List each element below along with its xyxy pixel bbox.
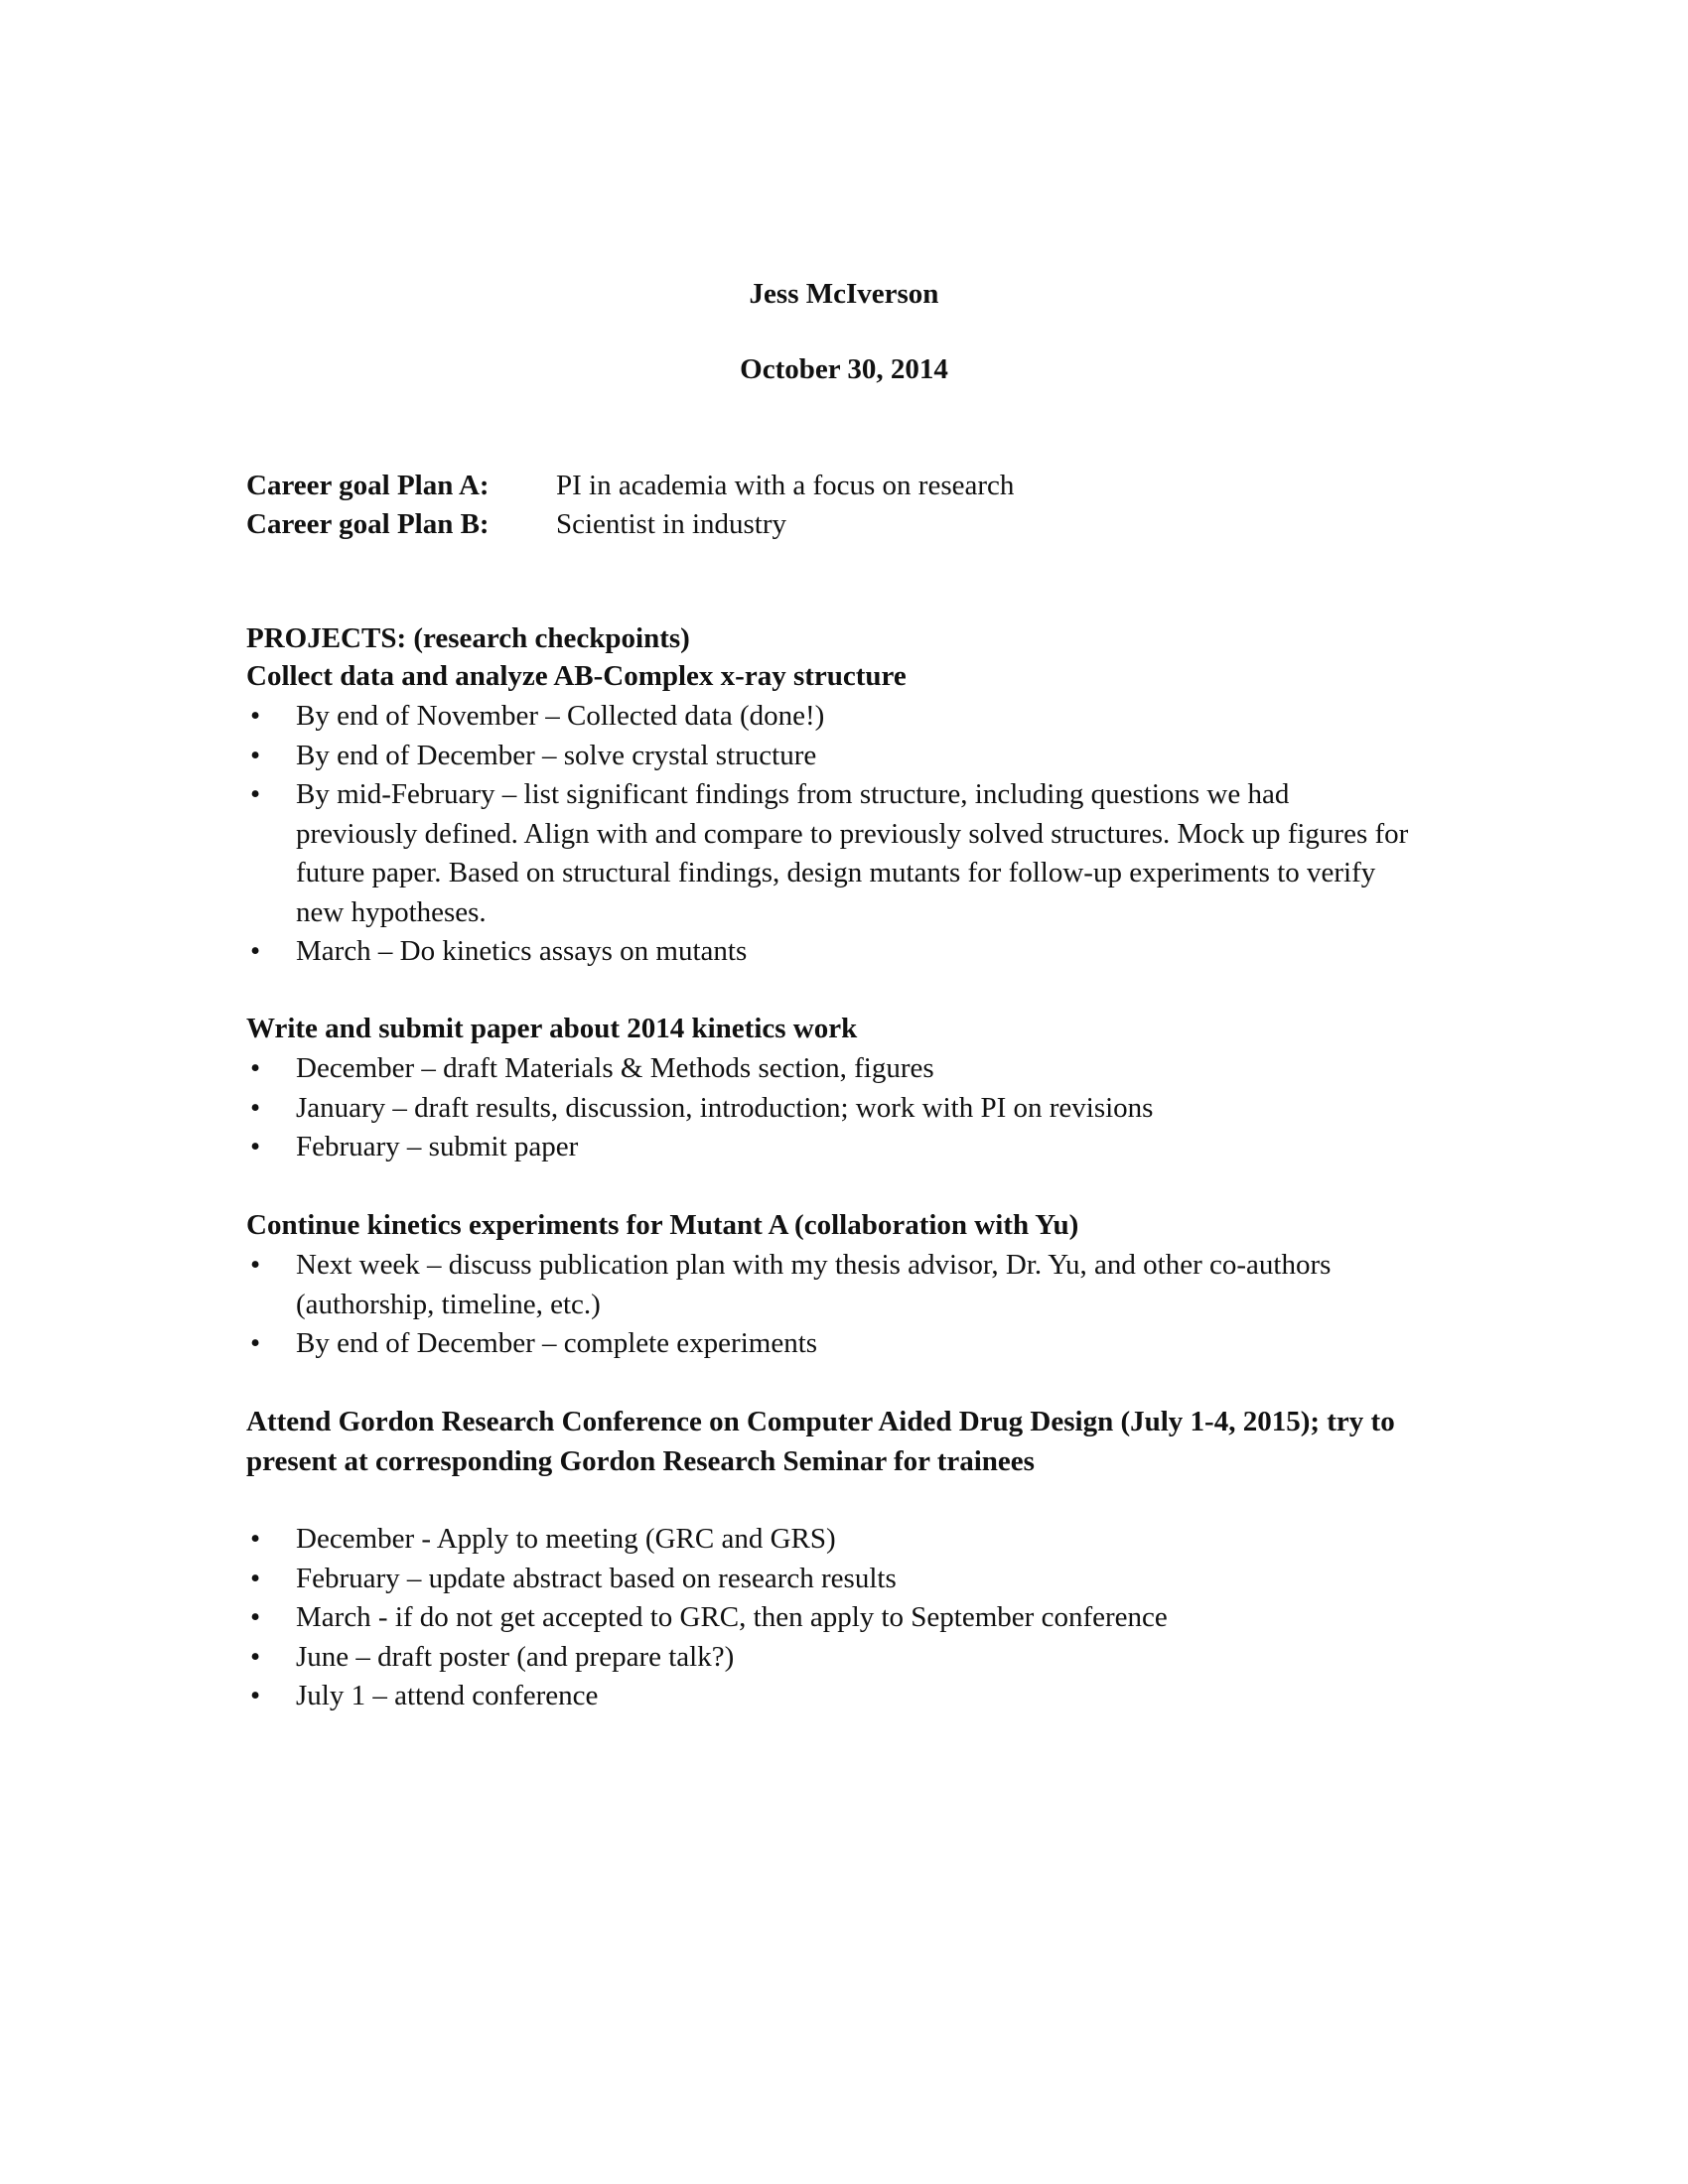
list-item: • By end of December – solve crystal structure <box>246 737 1418 776</box>
section-heading: Attend Gordon Research Conference on Computer Aided Drug Design (July 1-4, 2015); try to present at corresponding Gordon Research Seminar for trainees <box>246 1406 1395 1477</box>
list-item: • December – draft Materials & Methods section, figures <box>246 1049 1418 1089</box>
bullet-icon: • <box>250 935 261 967</box>
bullet-icon: • <box>250 778 261 810</box>
career-goal-b-label: Career goal Plan B: <box>246 508 490 540</box>
section-list <box>246 1049 1438 1167</box>
section-heading: Write and submit paper about 2014 kinetics work <box>246 1013 858 1044</box>
list-item: • March – Do kinetics assays on mutants <box>246 932 1418 972</box>
section-list <box>246 697 1438 972</box>
bullet-icon: • <box>250 1131 261 1162</box>
section-list <box>246 1520 1438 1716</box>
list-item: • By end of December – complete experiments <box>246 1324 1418 1364</box>
section-list <box>246 1246 1438 1364</box>
list-item: • Next week – discuss publication plan with my thesis advisor, Dr. Yu, and other co-authors (authorship, timeline, etc.) <box>246 1246 1418 1324</box>
author-name: Jess McIverson <box>749 278 939 310</box>
bullet-icon: • <box>250 1249 261 1281</box>
list-item: • March - if do not get accepted to GRC, then apply to September conference <box>246 1598 1418 1638</box>
career-goal-a <box>246 466 1014 505</box>
list-item: • December - Apply to meeting (GRC and GRS) <box>246 1520 1418 1560</box>
list-item: • June – draft poster (and prepare talk?) <box>246 1638 1418 1678</box>
list-item: • February – update abstract based on research results <box>246 1560 1418 1599</box>
list-item: • July 1 – attend conference <box>246 1677 1418 1716</box>
bullet-icon: • <box>250 700 261 732</box>
document-date: October 30, 2014 <box>740 353 948 385</box>
career-goal-a-label: Career goal Plan A: <box>246 470 490 501</box>
bullet-icon: • <box>250 1562 261 1594</box>
list-item: • By end of November – Collected data (done!) <box>246 697 1418 737</box>
bullet-icon: • <box>250 1327 261 1359</box>
bullet-icon: • <box>250 739 261 771</box>
bullet-icon: • <box>250 1523 261 1555</box>
career-goal-b-value: Scientist in industry <box>556 508 786 540</box>
list-item: • February – submit paper <box>246 1128 1418 1167</box>
career-goal-b <box>246 504 786 544</box>
bullet-icon: • <box>250 1091 261 1124</box>
list-item: • By mid-February – list significant findings from structure, including questions we had previously defined. Align with and compare to previously solved structures. Mock up figures for future paper. Based on structural findings, design mutants for follow-up experiments to verify new hypotheses. <box>246 775 1418 932</box>
bullet-icon: • <box>250 1601 261 1633</box>
bullet-icon: • <box>250 1680 261 1711</box>
bullet-icon: • <box>250 1640 261 1673</box>
list-item: • January – draft results, discussion, introduction; work with PI on revisions <box>246 1089 1418 1129</box>
section-heading: Collect data and analyze AB-Complex x-ray structure <box>246 660 907 692</box>
career-goal-a-value: PI in academia with a focus on research <box>556 470 1015 501</box>
bullet-icon: • <box>250 1052 261 1084</box>
section-heading: Continue kinetics experiments for Mutant A (collaboration with Yu) <box>246 1209 1079 1241</box>
projects-heading: PROJECTS: (research checkpoints) <box>246 622 690 654</box>
